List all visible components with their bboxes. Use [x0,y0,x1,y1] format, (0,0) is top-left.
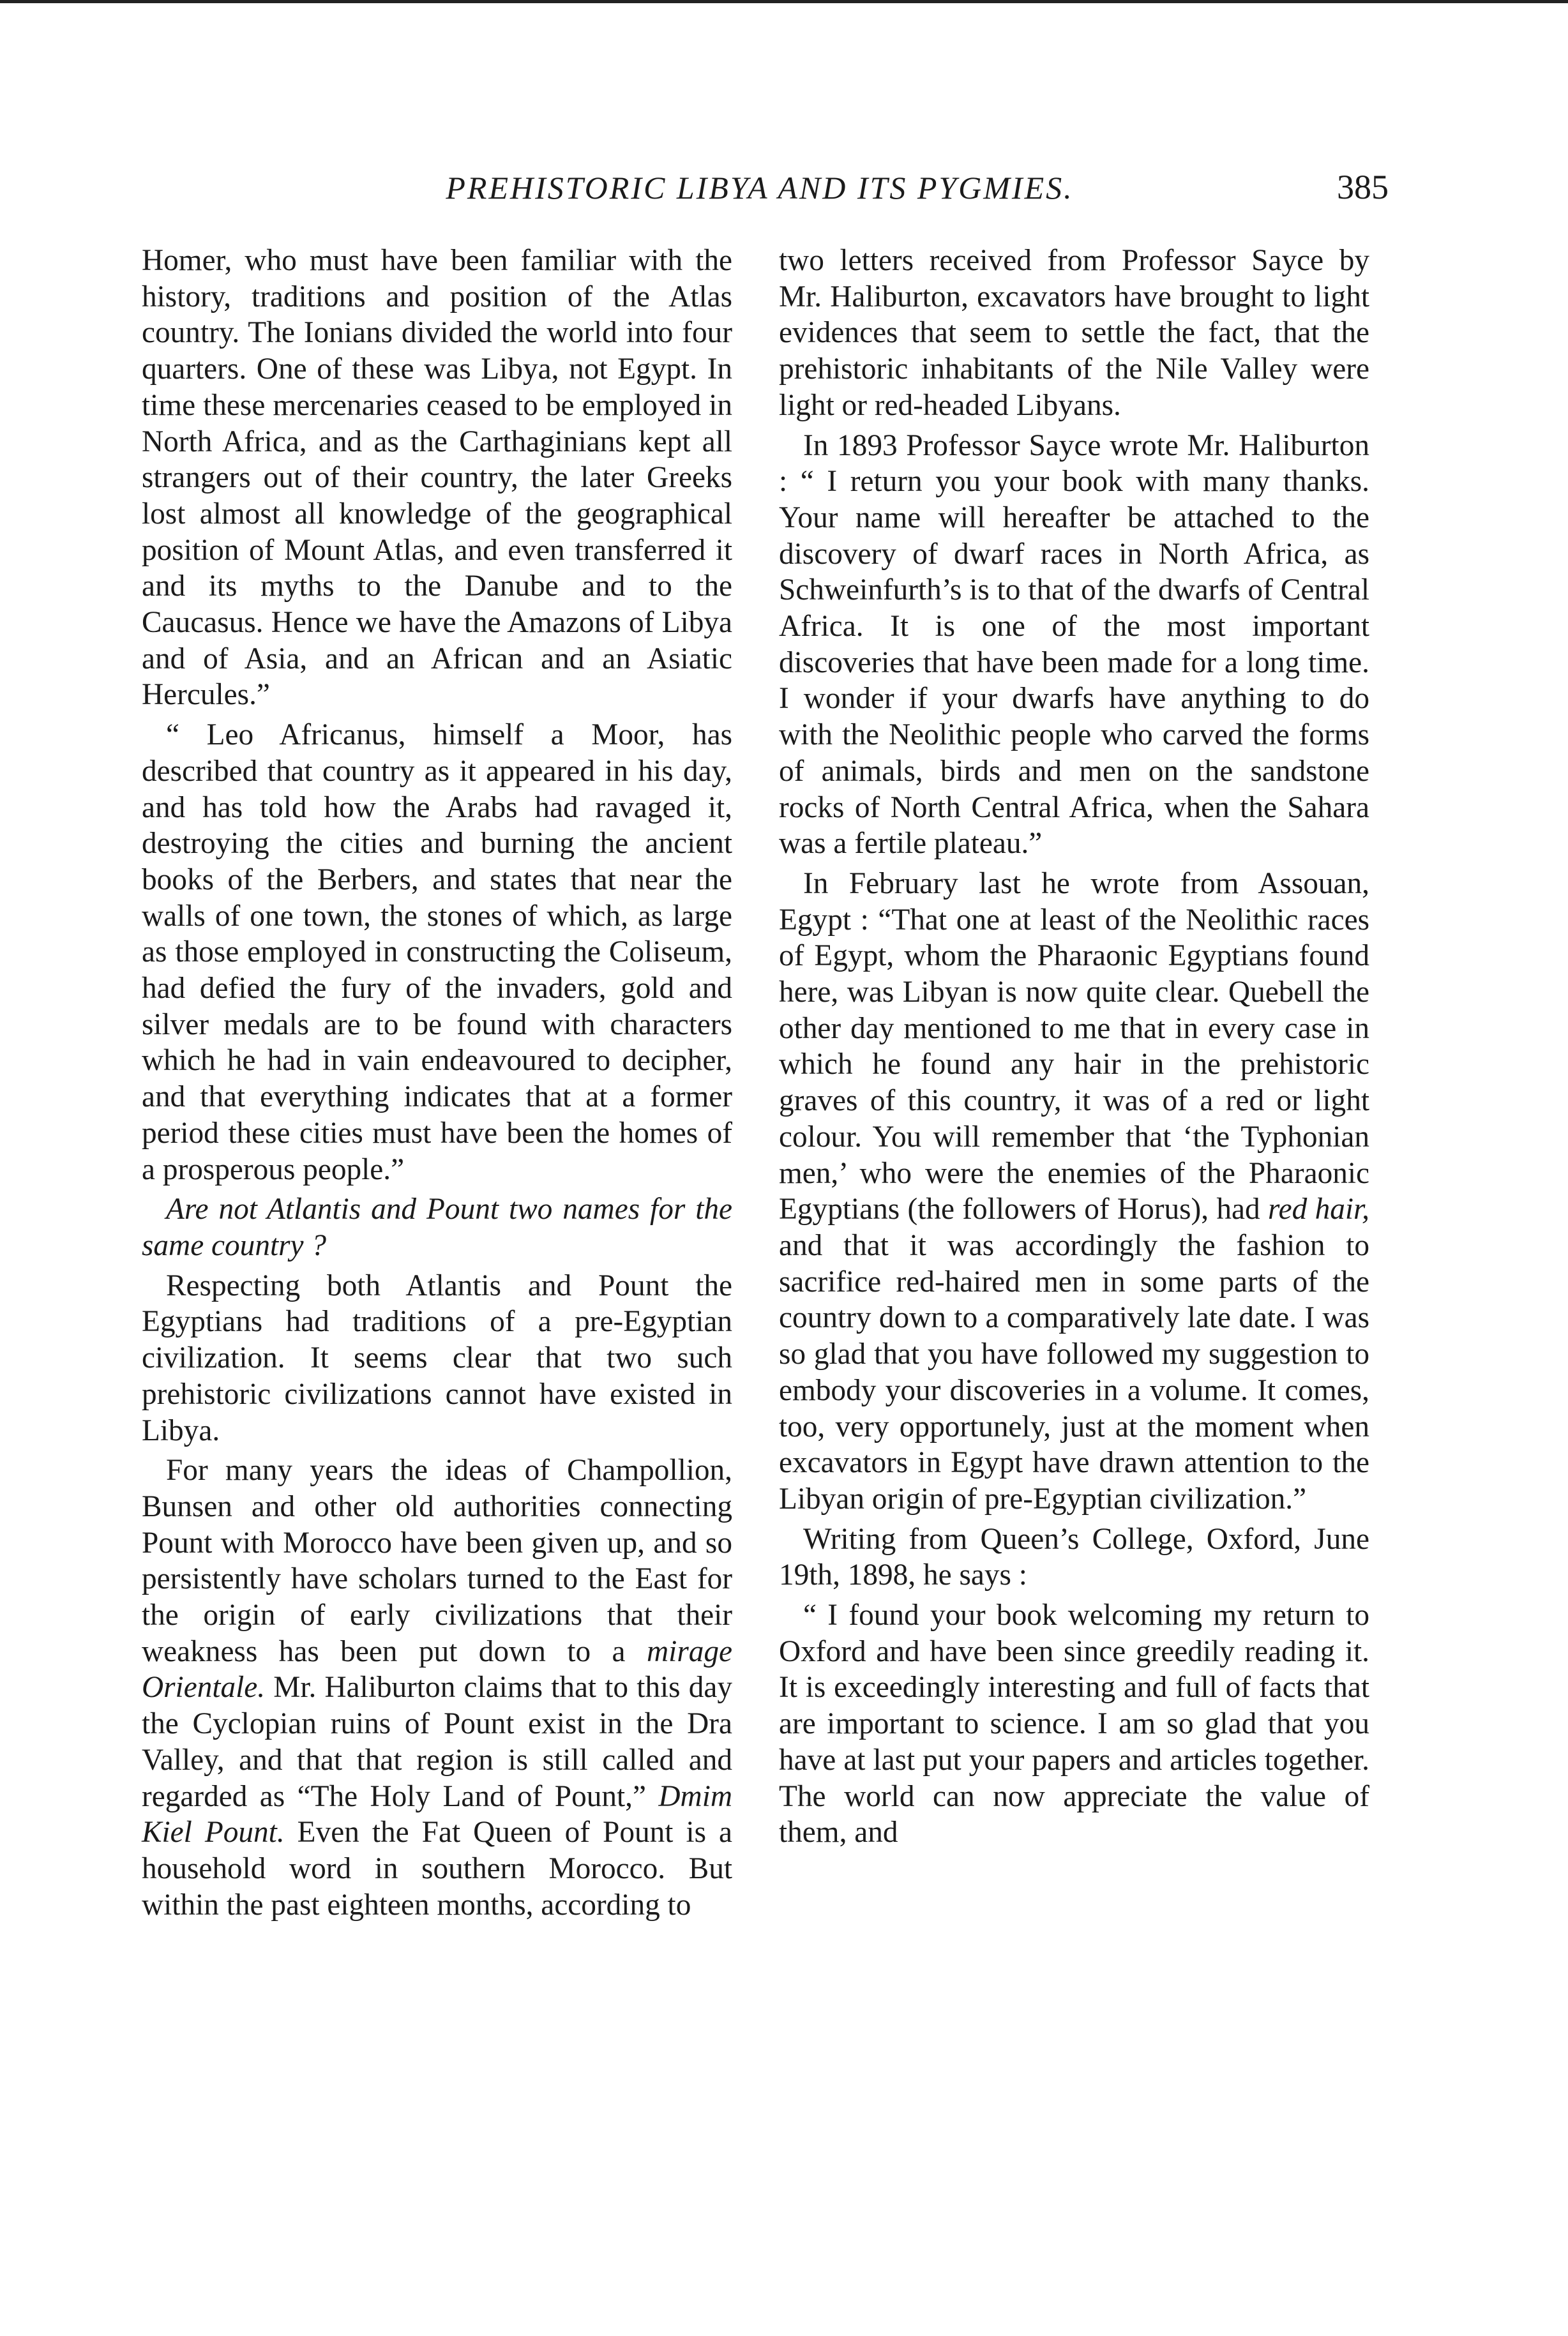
text-run: Even the Fat Queen of Pount is a household word in southern Morocco. But within the past eighteen months, according to [142,1816,732,1922]
paragraph [142,1452,732,1923]
running-title: PREHISTORIC LIBYA AND ITS PYGMIES. [446,170,1074,206]
text-run: For many years the ideas of Champollion, Bunsen and other old authorities connecting Pount with Morocco have been given up, and so persistently have scholars turned to the East for the origin of early civilizations that their weakness has been put down to a [142,1454,732,1668]
paragraph: “ I found your book welcoming my return to Oxford and have been since greedily reading it. It is exceedingly interesting and full of facts that are important to science. I am so glad that you have at last put your papers and articles together. The world can now appreciate the value of them, and [779,1599,1369,1850]
paragraph: Respecting both Atlantis and Pount the Egyptians had traditions of a pre-Egyptian civilization. It seems clear that two such prehistoric civilizations cannot have existed in Libya. [142,1269,732,1447]
paragraph: In 1893 Professor Sayce wrote Mr. Haliburton : “ I return you your book with many thanks. Your name will hereafter be attached to the discovery of dwarf races in North Africa, as Schweinfurth’s is to that of the dwarfs of Central Africa. It is one of the most important discoveries that have been made for a long time. I wonder if your dwarfs have anything to do with the Neolithic people who carved the forms of animals, birds and men on the sandstone rocks of North Central Africa, when the Sahara was a fertile plateau.” [779,428,1369,861]
text-run: Mr. Haliburton claims that to this day the Cyclopian ruins of Pount exist in the Dra Valley, and that that region is still called and regarded as “The Holy Land of Pount,” [142,1671,732,1813]
paragraph: Writing from Queen’s College, Oxford, June 19th, 1898, he says : [779,1522,1369,1592]
italic-phrase: Dmim Kiel Pount. [142,1779,733,1850]
italic-phrase: red hair, [1267,1193,1369,1226]
paragraph: “ Leo Africanus, himself a Moor, has described that country as it appeared in his day, and has told how the Arabs had ravaged it, destroying the cities and burning the ancient books of the Berbers, and states that near the walls of one town, the stones of which, as large as those employed in constructing the Coliseum, had defied the fury of the invaders, gold and silver medals are to be found with characters which he had in vain endeavoured to decipher, and that everything indicates that at a former period these cities must have been the homes of a prosperous people.” [142,718,732,1186]
paragraph: two letters received from Professor Sayce by Mr. Haliburton, excavators have brought to light evidences that seem to settle the fact, that the prehistoric inhabitants of the Nile Valley were light or red-headed Libyans. [779,244,1369,422]
right-column [779,243,1369,1855]
paragraph [779,866,1369,1518]
top-edge-rule [0,0,1568,3]
text-run: and that it was accordingly the fashion to sacrifice red-haired men in some parts of the country down to a comparatively late date. I was so glad that you have followed my suggestion to embody your discoveries in a volume. It comes, too, very opportunely, just at the moment when excavators in Egypt have drawn attention to the Libyan origin of pre-Egyptian civilization.” [779,1228,1369,1516]
paragraph: Homer, who must have been familiar with the history, traditions and position of the Atlas country. The Ionians divided the world into four quarters. One of these was Libya, not Egypt. In time these mercenaries ceased to be employed in North Africa, and as the Carthaginians kept all strangers out of their country, the later Greeks lost almost all knowledge of the geographical position of Mount Atlas, and even transferred it and its myths to the Danube and to the Caucasus. Hence we have the Amazons of Libya and of Asia, and an African and an Asiatic Hercules.” [142,244,732,712]
left-column [142,243,732,1927]
page-number: 385 [1337,168,1389,206]
italic-phrase: mirage Orientale. [142,1634,733,1705]
section-question: Are not Atlantis and Pount two names for the same country ? [142,1193,732,1262]
text-run: In February last he wrote from Assouan, Egypt : “That one at least of the Neolithic races of Egypt, whom the Pharaonic Egyptians found here, was Libyan is now quite clear. Quebell the other day mentioned to me that in every case in which he found any hair in the prehistoric graves of this country, it was of a red or light colour. You will remember that ‘the Typhonian men,’ who were the enemies of the Pharaonic Egyptians (the followers of Horus), had [779,866,1369,1226]
